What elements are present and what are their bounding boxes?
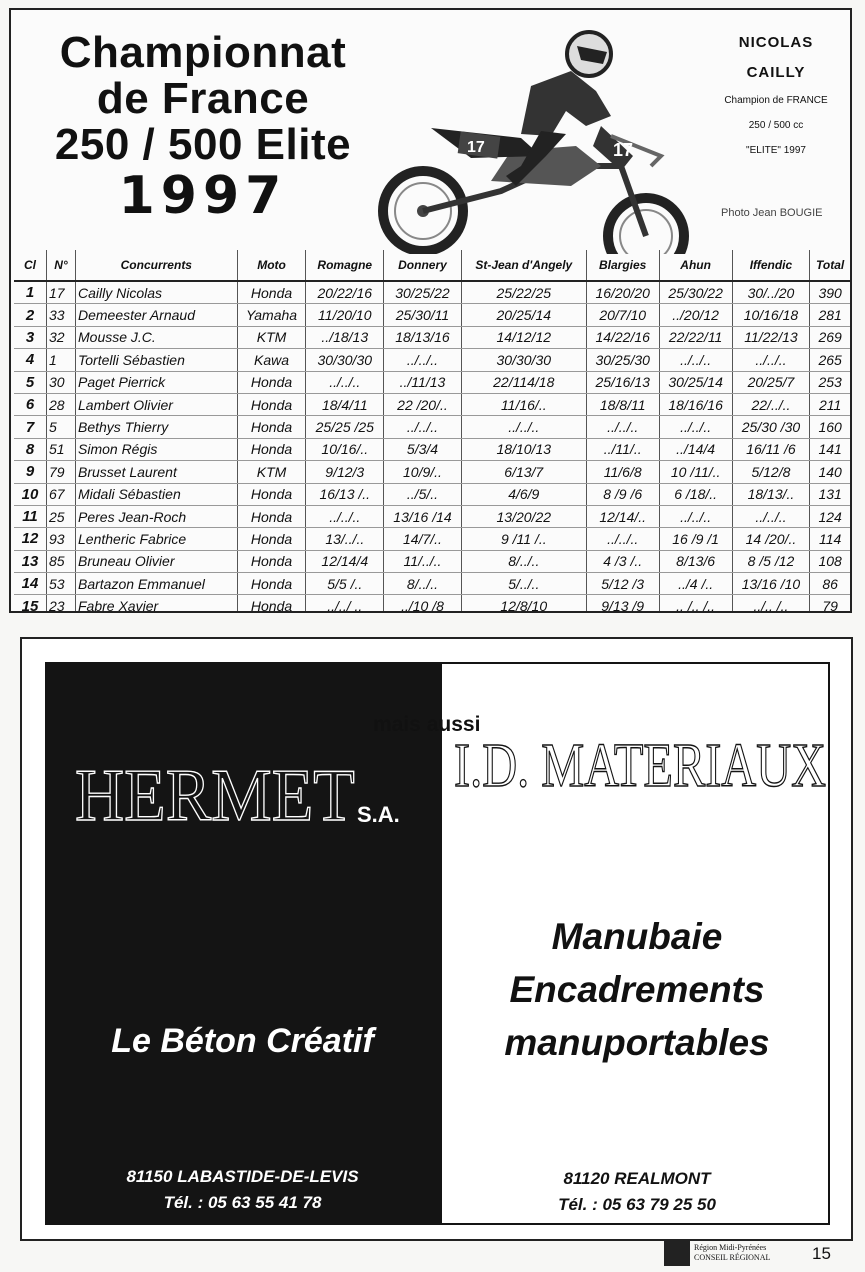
st-jean-cell: 30/30/30 bbox=[461, 349, 586, 371]
product-line-1: Manubaie bbox=[551, 916, 723, 957]
st-jean-cell: 6/13/7 bbox=[461, 461, 586, 483]
hermet-address: 81150 LABASTIDE-DE-LEVIS bbox=[126, 1167, 359, 1186]
blargies-cell: ../11/.. bbox=[586, 438, 659, 460]
st-jean-cell: 4/6/9 bbox=[461, 483, 586, 505]
donnery-cell: 18/13/16 bbox=[384, 326, 462, 348]
competitor-cell: Lambert Olivier bbox=[76, 393, 238, 415]
championship-title bbox=[33, 30, 373, 224]
total-cell: 390 bbox=[810, 281, 850, 304]
bike-cell: Honda bbox=[237, 416, 306, 438]
romagne-cell: 30/30/30 bbox=[306, 349, 384, 371]
competitor-cell: Bartazon Emmanuel bbox=[76, 573, 238, 595]
ahun-cell: 18/16/16 bbox=[659, 393, 732, 415]
table-row bbox=[14, 416, 850, 438]
iffendic-cell: 5/12/8 bbox=[732, 461, 810, 483]
blargies-cell: 9/13 /9 bbox=[586, 595, 659, 613]
results-body bbox=[14, 281, 850, 613]
photo-credit: Photo Jean BOUGIE bbox=[721, 207, 823, 219]
total-cell: 265 bbox=[810, 349, 850, 371]
number-cell: 53 bbox=[47, 573, 76, 595]
blargies-cell: 30/25/30 bbox=[586, 349, 659, 371]
hermet-phone: Tél. : 05 63 55 41 78 bbox=[163, 1193, 322, 1212]
iffendic-cell: 14 /20/.. bbox=[732, 528, 810, 550]
region-name: Région Midi-Pyrénées bbox=[694, 1243, 767, 1252]
competitor-cell: Midali Sébastien bbox=[76, 483, 238, 505]
blargies-cell: 12/14/.. bbox=[586, 505, 659, 527]
header-romagne: Romagne bbox=[306, 250, 384, 281]
competitor-cell: Demeester Arnaud bbox=[76, 304, 238, 326]
table-row bbox=[14, 528, 850, 550]
st-jean-cell: 14/12/12 bbox=[461, 326, 586, 348]
romagne-cell: 9/12/3 bbox=[306, 461, 384, 483]
bike-cell: Honda bbox=[237, 550, 306, 572]
bike-cell: Honda bbox=[237, 505, 306, 527]
st-jean-cell: 5/../.. bbox=[461, 573, 586, 595]
competitor-cell: Lentheric Fabrice bbox=[76, 528, 238, 550]
total-cell: 140 bbox=[810, 461, 850, 483]
number-cell: 85 bbox=[47, 550, 76, 572]
header-number: N° bbox=[47, 250, 76, 281]
donnery-cell: ../11/13 bbox=[384, 371, 462, 393]
champion-last-name: CAILLY bbox=[746, 64, 806, 81]
hermet-slogan: Le Béton Créatif bbox=[111, 1022, 374, 1060]
ahun-cell: ../../.. bbox=[659, 505, 732, 527]
st-jean-cell: ../../.. bbox=[461, 416, 586, 438]
rank-cell: 14 bbox=[14, 573, 47, 595]
iffendic-cell: 16/11 /6 bbox=[732, 438, 810, 460]
bike-cell: Honda bbox=[237, 528, 306, 550]
number-cell: 28 bbox=[47, 393, 76, 415]
product-line-2: Encadrements bbox=[509, 969, 765, 1010]
number-cell: 32 bbox=[47, 326, 76, 348]
ahun-cell: 16 /9 /1 bbox=[659, 528, 732, 550]
rank-cell: 4 bbox=[14, 349, 47, 371]
advertisement bbox=[20, 637, 853, 1241]
bike-cell: Honda bbox=[237, 438, 306, 460]
donnery-cell: 25/30/11 bbox=[384, 304, 462, 326]
st-jean-cell: 22/114/18 bbox=[461, 371, 586, 393]
table-row bbox=[14, 461, 850, 483]
id-materiaux-address: 81120 REALMONT bbox=[563, 1169, 711, 1188]
donnery-cell: 14/7/.. bbox=[384, 528, 462, 550]
bike-number-side: 17 bbox=[467, 139, 485, 156]
blargies-cell: 20/7/10 bbox=[586, 304, 659, 326]
competitor-cell: Bethys Thierry bbox=[76, 416, 238, 438]
ahun-cell: .. /.. /.. bbox=[659, 595, 732, 613]
table-row bbox=[14, 304, 850, 326]
bike-cell: Honda bbox=[237, 483, 306, 505]
region-label bbox=[694, 1243, 770, 1263]
rank-cell: 13 bbox=[14, 550, 47, 572]
total-cell: 124 bbox=[810, 505, 850, 527]
mais-aussi-label: mais aussi bbox=[373, 713, 481, 736]
table-row bbox=[14, 326, 850, 348]
st-jean-cell: 12/8/10 bbox=[461, 595, 586, 613]
rank-cell: 10 bbox=[14, 483, 47, 505]
total-cell: 86 bbox=[810, 573, 850, 595]
number-cell: 51 bbox=[47, 438, 76, 460]
champion-category: "ELITE" 1997 bbox=[746, 145, 806, 156]
rank-cell: 11 bbox=[14, 505, 47, 527]
results-panel bbox=[9, 8, 852, 613]
header-donnery: Donnery bbox=[384, 250, 462, 281]
header-total: Total bbox=[810, 250, 850, 281]
ahun-cell: ../14/4 bbox=[659, 438, 732, 460]
romagne-cell: ../18/13 bbox=[306, 326, 384, 348]
competitor-cell: Cailly Nicolas bbox=[76, 281, 238, 304]
table-header-row bbox=[14, 250, 850, 281]
total-cell: 211 bbox=[810, 393, 850, 415]
st-jean-cell: 9 /11 /.. bbox=[461, 528, 586, 550]
bike-cell: Honda bbox=[237, 371, 306, 393]
id-materiaux-contact bbox=[442, 1166, 832, 1218]
total-cell: 108 bbox=[810, 550, 850, 572]
iffendic-cell: ../../.. bbox=[732, 349, 810, 371]
romagne-cell: 12/14/4 bbox=[306, 550, 384, 572]
total-cell: 160 bbox=[810, 416, 850, 438]
total-cell: 141 bbox=[810, 438, 850, 460]
romagne-cell: 13/../.. bbox=[306, 528, 384, 550]
iffendic-cell: 25/30 /30 bbox=[732, 416, 810, 438]
id-materiaux-products bbox=[442, 910, 832, 1069]
results-table bbox=[14, 250, 850, 613]
table-row bbox=[14, 595, 850, 613]
donnery-cell: ../../.. bbox=[384, 349, 462, 371]
st-jean-cell: 20/25/14 bbox=[461, 304, 586, 326]
ahun-cell: 25/30/22 bbox=[659, 281, 732, 304]
rank-cell: 6 bbox=[14, 393, 47, 415]
ahun-cell: ../4 /.. bbox=[659, 573, 732, 595]
table-row bbox=[14, 483, 850, 505]
table-row bbox=[14, 281, 850, 304]
iffendic-cell: 22/../.. bbox=[732, 393, 810, 415]
header-st-jean-dangely: St-Jean d'Angely bbox=[461, 250, 586, 281]
header-competitors: Concurrents bbox=[76, 250, 238, 281]
donnery-cell: ../10 /8 bbox=[384, 595, 462, 613]
bike-cell: Honda bbox=[237, 573, 306, 595]
iffendic-cell: 11/22/13 bbox=[732, 326, 810, 348]
hermet-contact bbox=[45, 1164, 440, 1216]
competitor-cell: Bruneau Olivier bbox=[76, 550, 238, 572]
ahun-cell: 10 /11/.. bbox=[659, 461, 732, 483]
page-number: 15 bbox=[812, 1244, 831, 1263]
number-cell: 17 bbox=[47, 281, 76, 304]
romagne-cell: 5/5 /.. bbox=[306, 573, 384, 595]
ahun-cell: ../../.. bbox=[659, 416, 732, 438]
donnery-cell: 10/9/.. bbox=[384, 461, 462, 483]
competitor-cell: Mousse J.C. bbox=[76, 326, 238, 348]
ahun-cell: 30/25/14 bbox=[659, 371, 732, 393]
ahun-cell: ../20/12 bbox=[659, 304, 732, 326]
number-cell: 1 bbox=[47, 349, 76, 371]
blargies-cell: 25/16/13 bbox=[586, 371, 659, 393]
ahun-cell: ../../.. bbox=[659, 349, 732, 371]
iffendic-cell: 10/16/18 bbox=[732, 304, 810, 326]
bike-cell: Honda bbox=[237, 393, 306, 415]
total-cell: 281 bbox=[810, 304, 850, 326]
donnery-cell: 22 /20/.. bbox=[384, 393, 462, 415]
iffendic-cell: 8 /5 /12 bbox=[732, 550, 810, 572]
table-row bbox=[14, 349, 850, 371]
total-cell: 131 bbox=[810, 483, 850, 505]
header-blargies: Blargies bbox=[586, 250, 659, 281]
product-line-3: manuportables bbox=[504, 1022, 770, 1063]
st-jean-cell: 18/10/13 bbox=[461, 438, 586, 460]
rank-cell: 3 bbox=[14, 326, 47, 348]
rank-cell: 8 bbox=[14, 438, 47, 460]
total-cell: 79 bbox=[810, 595, 850, 613]
bike-cell: Honda bbox=[237, 281, 306, 304]
hermet-logo: HERMET bbox=[75, 755, 355, 837]
number-cell: 33 bbox=[47, 304, 76, 326]
blargies-cell: 8 /9 /6 bbox=[586, 483, 659, 505]
number-cell: 5 bbox=[47, 416, 76, 438]
iffendic-cell: ../.. /.. bbox=[732, 595, 810, 613]
romagne-cell: 11/20/10 bbox=[306, 304, 384, 326]
table-row bbox=[14, 438, 850, 460]
rank-cell: 15 bbox=[14, 595, 47, 613]
ahun-cell: 6 /18/.. bbox=[659, 483, 732, 505]
header-iffendic: Iffendic bbox=[732, 250, 810, 281]
blargies-cell: 11/6/8 bbox=[586, 461, 659, 483]
number-cell: 23 bbox=[47, 595, 76, 613]
romagne-cell: 20/22/16 bbox=[306, 281, 384, 304]
st-jean-cell: 11/16/.. bbox=[461, 393, 586, 415]
blargies-cell: 4 /3 /.. bbox=[586, 550, 659, 572]
st-jean-cell: 13/20/22 bbox=[461, 505, 586, 527]
ahun-cell: 8/13/6 bbox=[659, 550, 732, 572]
donnery-cell: 30/25/22 bbox=[384, 281, 462, 304]
number-cell: 67 bbox=[47, 483, 76, 505]
iffendic-cell: ../../.. bbox=[732, 505, 810, 527]
competitor-cell: Simon Régis bbox=[76, 438, 238, 460]
bike-number-front: 17 bbox=[613, 140, 634, 160]
champion-class: 250 / 500 cc bbox=[748, 120, 804, 131]
iffendic-cell: 30/../20 bbox=[732, 281, 810, 304]
number-cell: 79 bbox=[47, 461, 76, 483]
header-cl: Cl bbox=[14, 250, 47, 281]
rank-cell: 9 bbox=[14, 461, 47, 483]
total-cell: 269 bbox=[810, 326, 850, 348]
total-cell: 114 bbox=[810, 528, 850, 550]
blargies-cell: 18/8/11 bbox=[586, 393, 659, 415]
rank-cell: 7 bbox=[14, 416, 47, 438]
romagne-cell: 25/25 /25 bbox=[306, 416, 384, 438]
blargies-cell: ../../.. bbox=[586, 416, 659, 438]
number-cell: 30 bbox=[47, 371, 76, 393]
title-line-2: de France bbox=[96, 74, 310, 123]
hermet-suffix: S.A. bbox=[357, 802, 400, 827]
st-jean-cell: 25/22/25 bbox=[461, 281, 586, 304]
table-row bbox=[14, 573, 850, 595]
bike-cell: Honda bbox=[237, 595, 306, 613]
romagne-cell: 16/13 /.. bbox=[306, 483, 384, 505]
rank-cell: 2 bbox=[14, 304, 47, 326]
table-row bbox=[14, 550, 850, 572]
table-row bbox=[14, 371, 850, 393]
donnery-cell: ../../.. bbox=[384, 416, 462, 438]
header-ahun: Ahun bbox=[659, 250, 732, 281]
hermet-ad-panel bbox=[45, 662, 440, 1225]
donnery-cell: ../5/.. bbox=[384, 483, 462, 505]
bike-cell: Kawa bbox=[237, 349, 306, 371]
total-cell: 253 bbox=[810, 371, 850, 393]
rank-cell: 12 bbox=[14, 528, 47, 550]
competitor-cell: Paget Pierrick bbox=[76, 371, 238, 393]
table-row bbox=[14, 393, 850, 415]
id-materiaux-logo: I.D. MATERIAUX bbox=[454, 732, 827, 800]
blargies-cell: 16/20/20 bbox=[586, 281, 659, 304]
donnery-cell: 8/../.. bbox=[384, 573, 462, 595]
table-row bbox=[14, 505, 850, 527]
competitor-cell: Brusset Laurent bbox=[76, 461, 238, 483]
romagne-cell: ../../.. bbox=[306, 371, 384, 393]
romagne-cell: ../../ .. bbox=[306, 595, 384, 613]
romagne-cell: ../../.. bbox=[306, 505, 384, 527]
region-council: CONSEIL RÉGIONAL bbox=[694, 1253, 771, 1262]
competitor-cell: Fabre Xavier bbox=[76, 595, 238, 613]
number-cell: 25 bbox=[47, 505, 76, 527]
blargies-cell: 5/12 /3 bbox=[586, 573, 659, 595]
romagne-cell: 10/16/.. bbox=[306, 438, 384, 460]
competitor-cell: Tortelli Sébastien bbox=[76, 349, 238, 371]
rank-cell: 5 bbox=[14, 371, 47, 393]
blargies-cell: 14/22/16 bbox=[586, 326, 659, 348]
header-bike: Moto bbox=[237, 250, 306, 281]
motocross-rider-photo bbox=[371, 16, 711, 254]
bike-cell: KTM bbox=[237, 461, 306, 483]
number-cell: 93 bbox=[47, 528, 76, 550]
st-jean-cell: 8/../.. bbox=[461, 550, 586, 572]
rank-cell: 1 bbox=[14, 281, 47, 304]
title-line-3: 250 / 500 Elite bbox=[54, 120, 352, 169]
iffendic-cell: 20/25/7 bbox=[732, 371, 810, 393]
title-line-1: Championnat bbox=[59, 28, 347, 77]
donnery-cell: 13/16 /14 bbox=[384, 505, 462, 527]
title-year: 1997 bbox=[118, 166, 288, 226]
bike-cell: Yamaha bbox=[237, 304, 306, 326]
iffendic-cell: 13/16 /10 bbox=[732, 573, 810, 595]
champion-first-name: NICOLAS bbox=[738, 34, 814, 51]
ahun-cell: 22/22/11 bbox=[659, 326, 732, 348]
romagne-cell: 18/4/11 bbox=[306, 393, 384, 415]
competitor-cell: Peres Jean-Roch bbox=[76, 505, 238, 527]
blargies-cell: ../../.. bbox=[586, 528, 659, 550]
id-materiaux-phone: Tél. : 05 63 79 25 50 bbox=[558, 1195, 716, 1214]
donnery-cell: 5/3/4 bbox=[384, 438, 462, 460]
donnery-cell: 11/../.. bbox=[384, 550, 462, 572]
region-logo-icon bbox=[664, 1240, 690, 1266]
bike-cell: KTM bbox=[237, 326, 306, 348]
champion-title: Champion de FRANCE bbox=[724, 95, 828, 106]
champion-caption bbox=[711, 28, 841, 163]
iffendic-cell: 18/13/.. bbox=[732, 483, 810, 505]
